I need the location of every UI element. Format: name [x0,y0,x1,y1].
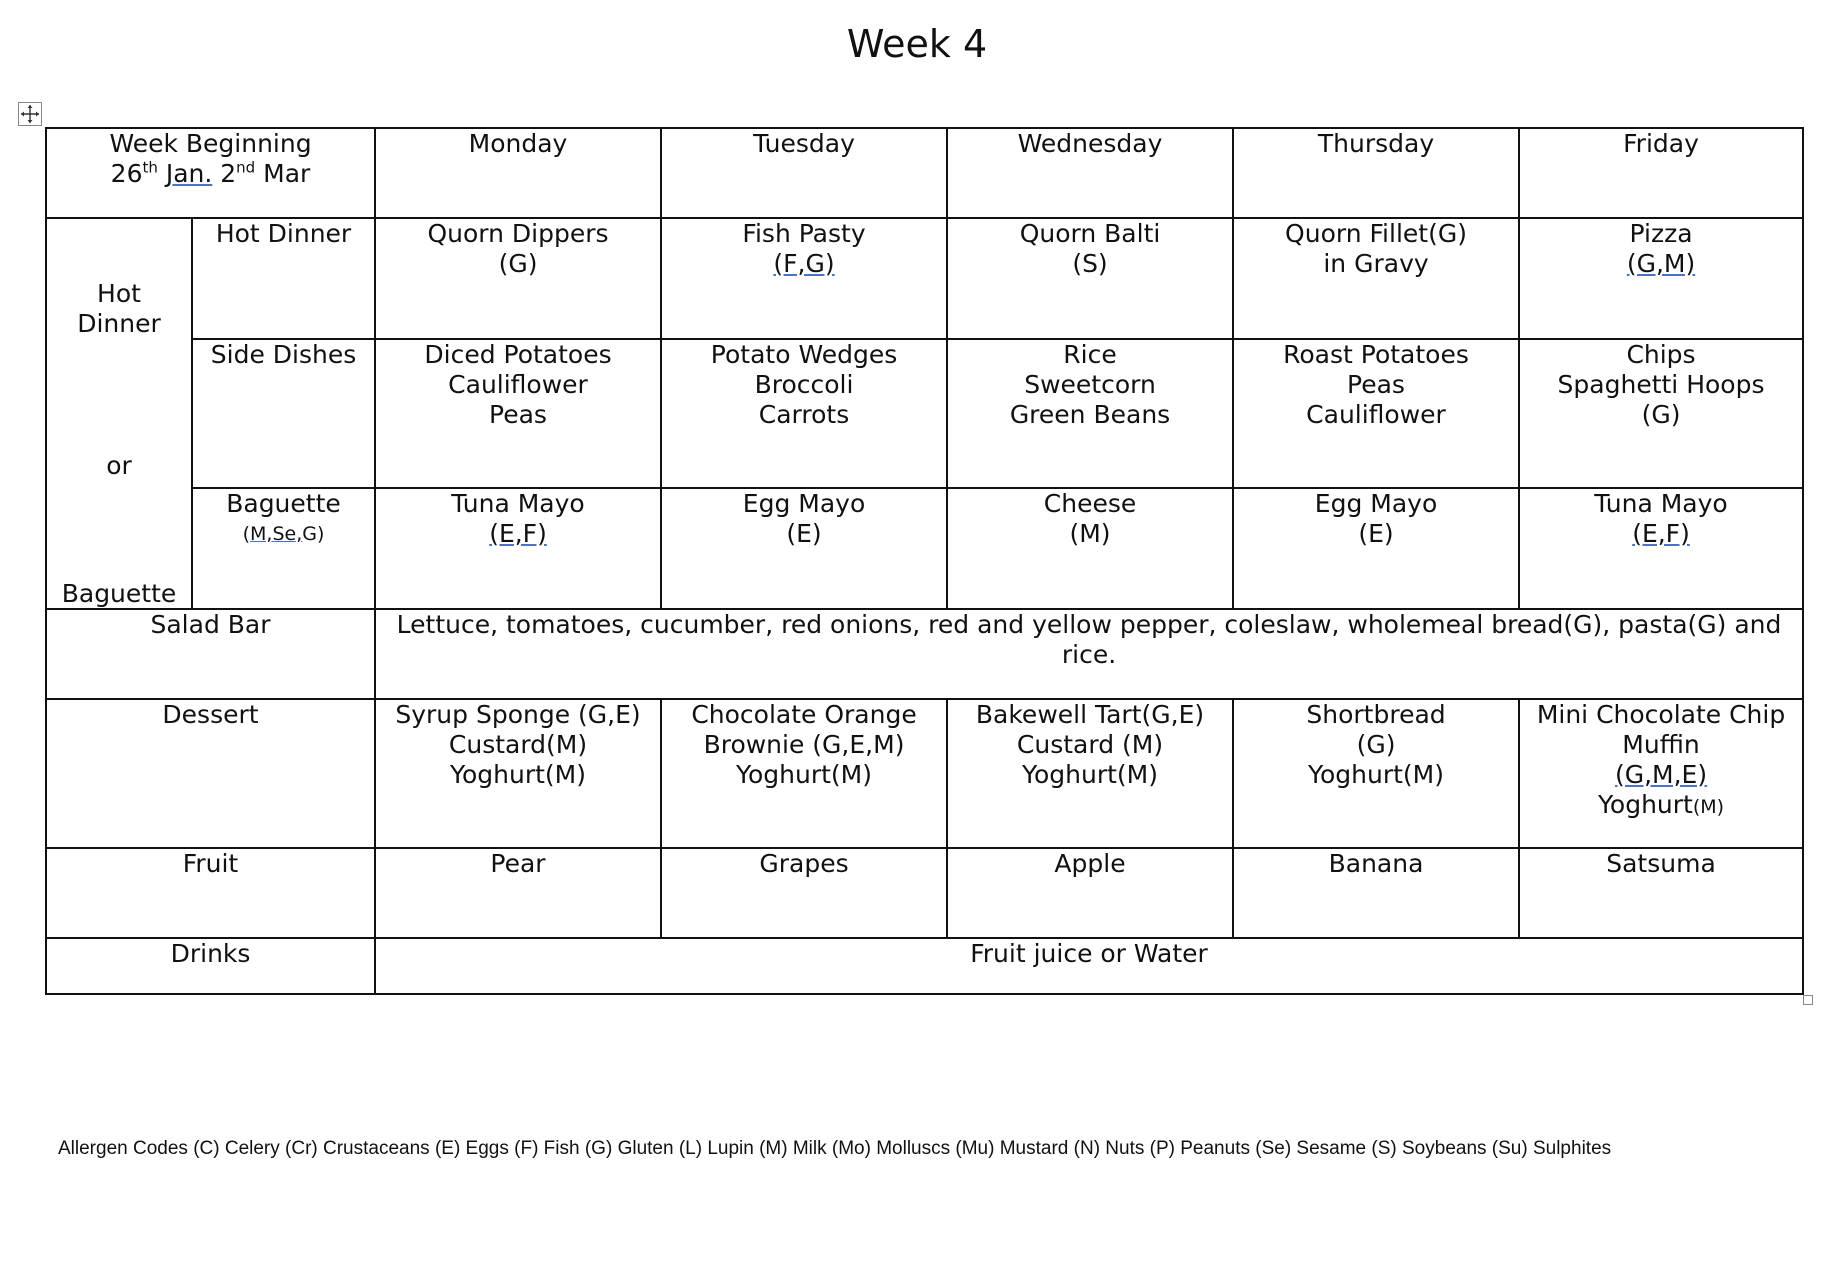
row-label-salad-bar[interactable]: Salad Bar [46,609,375,699]
salad-bar-row [46,609,1803,699]
day-header-thursday[interactable]: Thursday [1233,128,1519,218]
side-dishes-friday[interactable]: Chips Spaghetti Hoops (G) [1519,339,1803,488]
week-beginning-dates: 26th Jan. 2nd Mar [110,158,311,188]
allergen-codes: Allergen Codes (C) Celery (Cr) Crustaceans (E) Eggs (F) Fish (G) Gluten (L) Lupin (M) Milk (Mo) Molluscs (Mu) Mustard (N) Nuts (P) Peanuts (Se) Sesame (S) Soybeans (Su) Sulphites [58,1138,1612,1159]
fruit-monday[interactable]: Pear [375,848,661,938]
side-label-baguette: Baguette [61,579,177,608]
day-header-tuesday[interactable]: Tuesday [661,128,947,218]
hot-dinner-tuesday[interactable]: Fish Pasty (F,G) [661,218,947,339]
hot-dinner-thursday[interactable]: Quorn Fillet(G) in Gravy [1233,218,1519,339]
hot-dinner-or-baguette-cell[interactable] [46,218,192,609]
side-dishes-thursday[interactable]: Roast Potatoes Peas Cauliflower [1233,339,1519,488]
table-move-handle-icon[interactable] [18,102,42,126]
row-label-baguette[interactable]: Baguette (M,Se,G) [192,488,375,609]
side-dishes-wednesday[interactable]: Rice Sweetcorn Green Beans [947,339,1233,488]
row-label-hot-dinner[interactable]: Hot Dinner [192,218,375,339]
day-header-monday[interactable]: Monday [375,128,661,218]
menu-table [45,127,1804,995]
hot-dinner-row [46,218,1803,339]
dessert-friday[interactable]: Mini Chocolate Chip Muffin (G,M,E) Yoghurt(M) [1519,699,1803,848]
dessert-row [46,699,1803,848]
week-beginning-cell[interactable] [46,128,375,218]
day-header-friday[interactable]: Friday [1519,128,1803,218]
dessert-thursday[interactable]: Shortbread (G) Yoghurt(M) [1233,699,1519,848]
hot-dinner-friday[interactable]: Pizza (G,M) [1519,218,1803,339]
fruit-thursday[interactable]: Banana [1233,848,1519,938]
week-beginning-label: Week Beginning [109,129,312,158]
baguette-allergens: (M,Se,G) [242,523,325,545]
row-label-dessert[interactable]: Dessert [46,699,375,848]
drinks-row [46,938,1803,994]
side-label-hot-dinner: Hot Dinner [77,279,161,338]
drinks-contents[interactable]: Fruit juice or Water [375,938,1803,994]
baguette-row [46,488,1803,609]
dessert-wednesday[interactable]: Bakewell Tart(G,E) Custard (M) Yoghurt(M) [947,699,1233,848]
fruit-wednesday[interactable]: Apple [947,848,1233,938]
baguette-friday[interactable]: Tuna Mayo (E,F) [1519,488,1803,609]
baguette-monday[interactable]: Tuna Mayo (E,F) [375,488,661,609]
table-resize-handle-icon[interactable] [1803,995,1813,1005]
fruit-friday[interactable]: Satsuma [1519,848,1803,938]
day-header-wednesday[interactable]: Wednesday [947,128,1233,218]
side-dishes-monday[interactable]: Diced Potatoes Cauliflower Peas [375,339,661,488]
row-label-side-dishes[interactable]: Side Dishes [192,339,375,488]
baguette-thursday[interactable]: Egg Mayo (E) [1233,488,1519,609]
fruit-tuesday[interactable]: Grapes [661,848,947,938]
dessert-monday[interactable]: Syrup Sponge (G,E) Custard(M) Yoghurt(M) [375,699,661,848]
salad-bar-contents[interactable]: Lettuce, tomatoes, cucumber, red onions, red and yellow pepper, coleslaw, wholemeal bread(G), pasta(G) and rice. [375,609,1803,699]
hot-dinner-monday[interactable]: Quorn Dippers (G) [375,218,661,339]
page-title: Week 4 [846,22,988,66]
baguette-wednesday[interactable]: Cheese (M) [947,488,1233,609]
row-label-fruit[interactable]: Fruit [46,848,375,938]
dessert-tuesday[interactable]: Chocolate Orange Brownie (G,E,M) Yoghurt(M) [661,699,947,848]
baguette-tuesday[interactable]: Egg Mayo (E) [661,488,947,609]
fruit-row [46,848,1803,938]
row-label-drinks[interactable]: Drinks [46,938,375,994]
side-dishes-tuesday[interactable]: Potato Wedges Broccoli Carrots [661,339,947,488]
header-row [46,128,1803,218]
side-label-or: or [106,451,132,480]
hot-dinner-wednesday[interactable]: Quorn Balti (S) [947,218,1233,339]
side-dishes-row [46,339,1803,488]
